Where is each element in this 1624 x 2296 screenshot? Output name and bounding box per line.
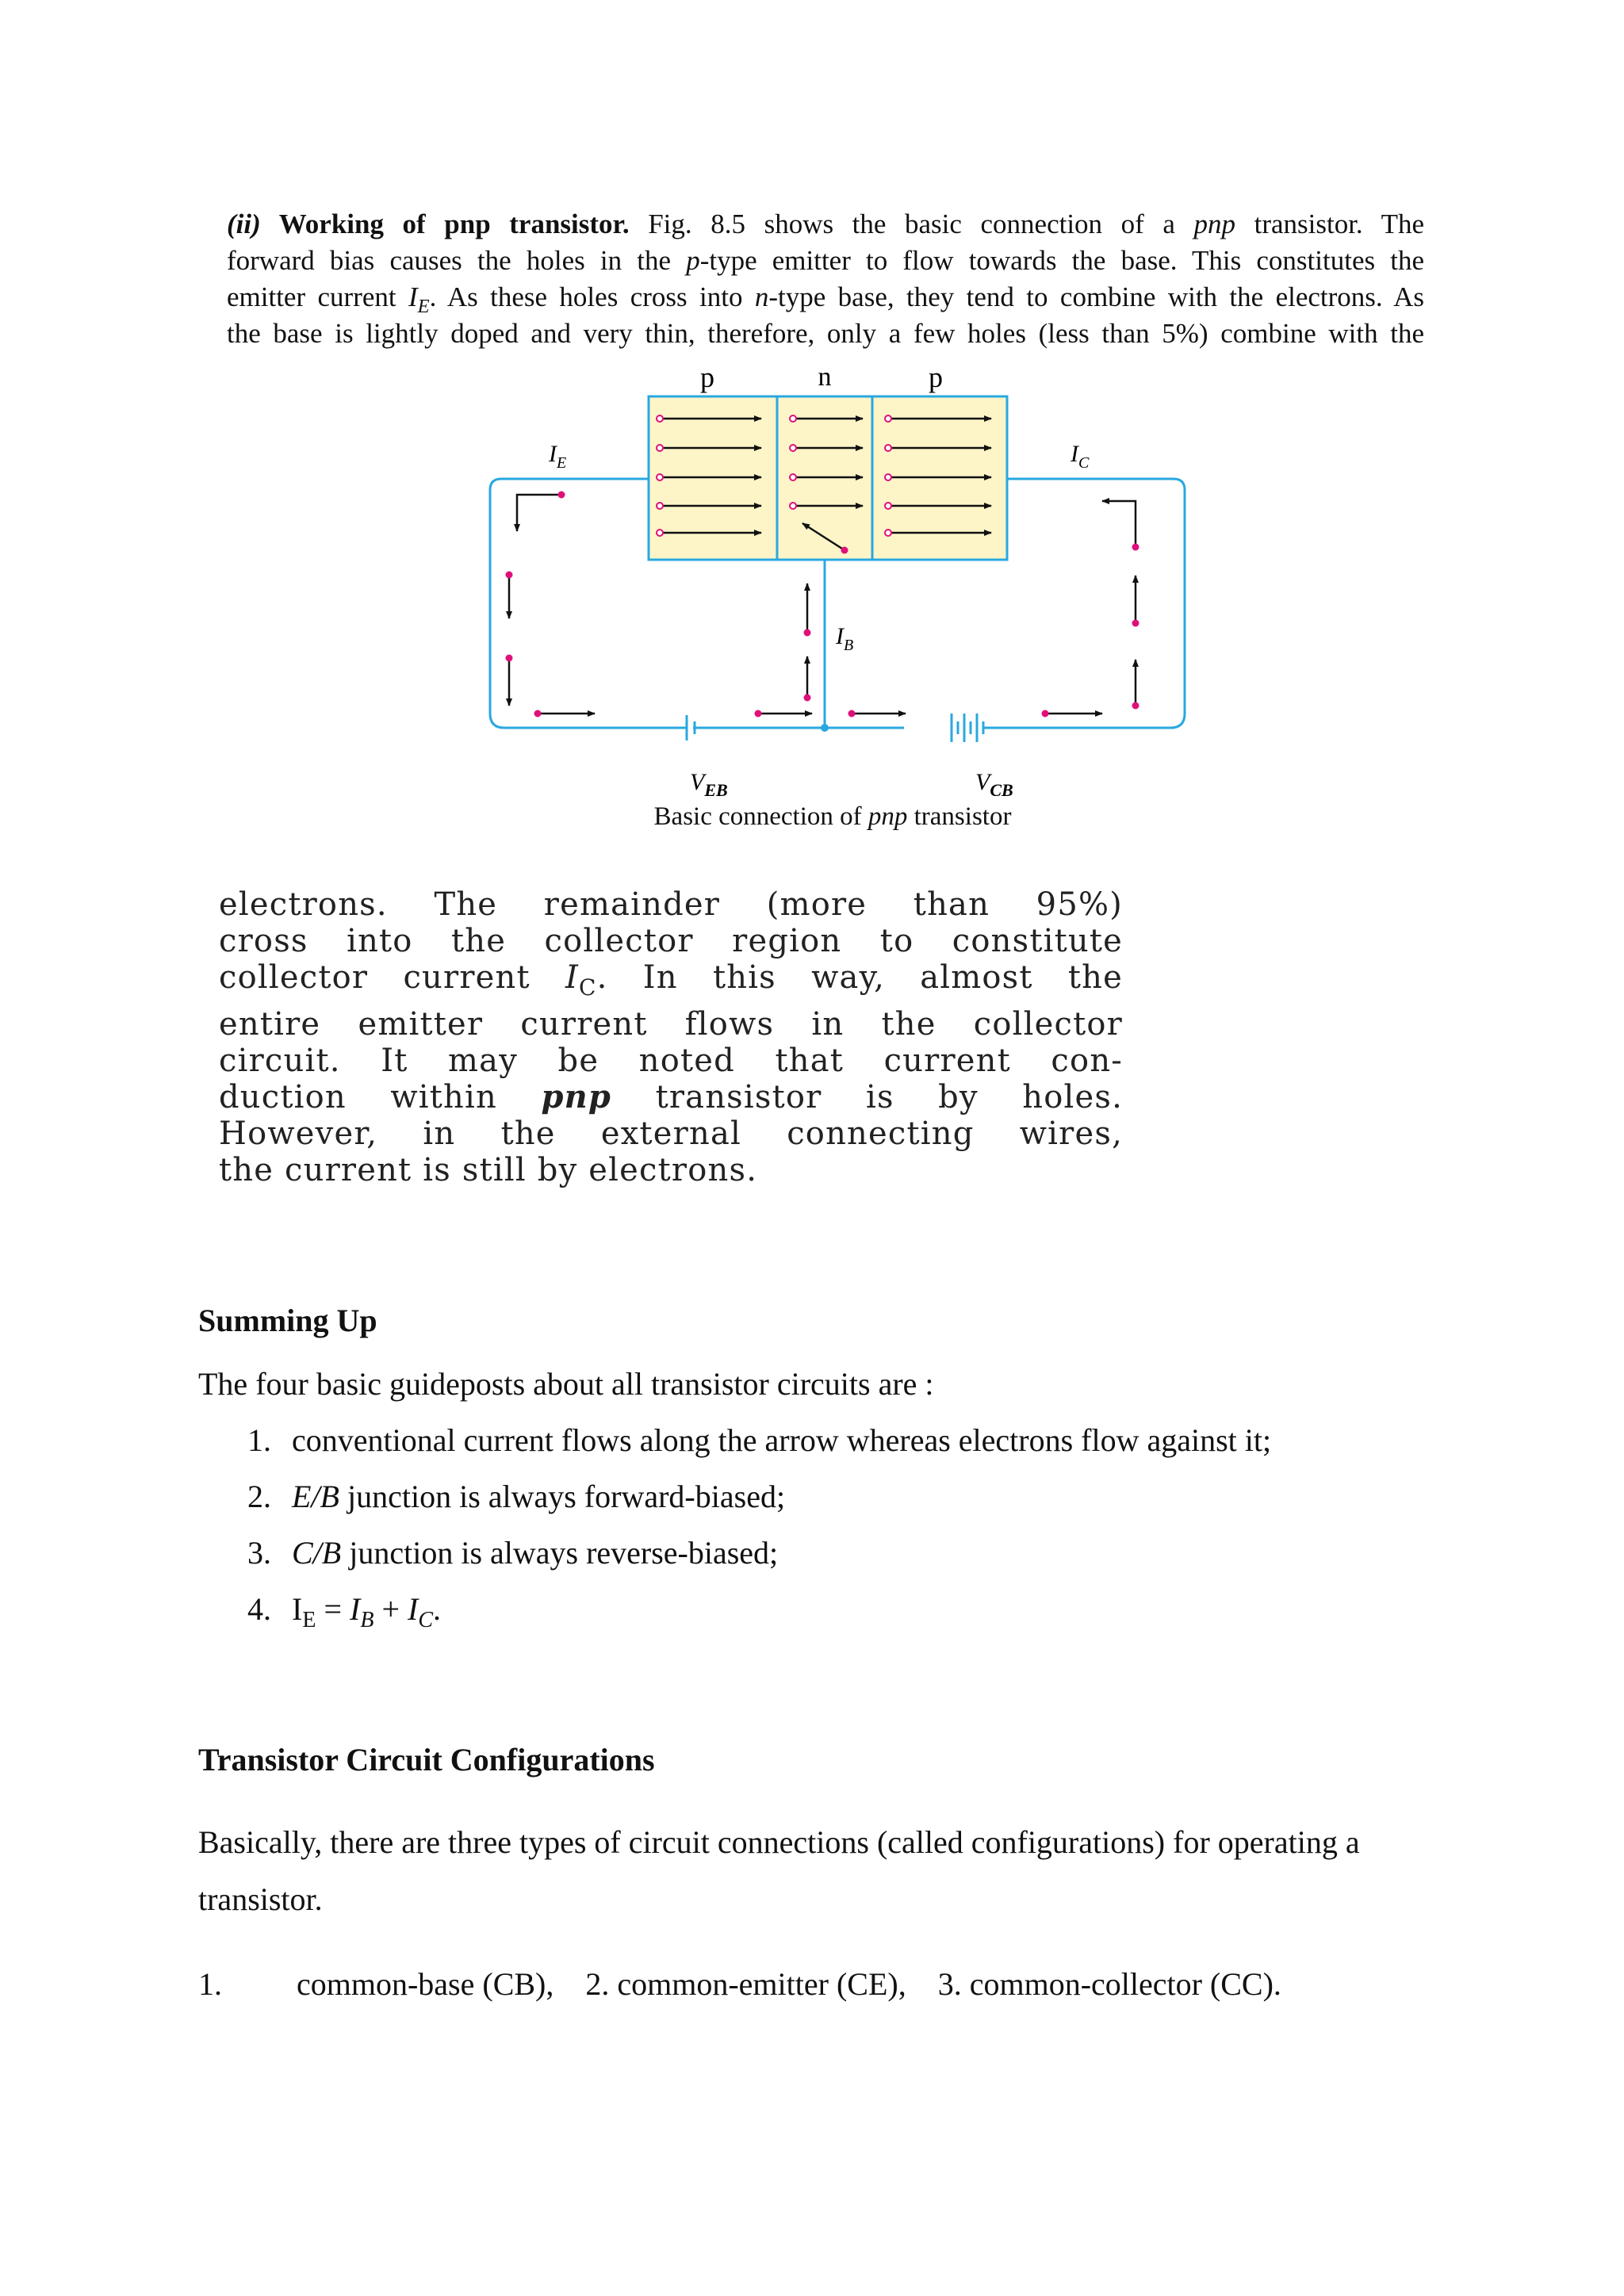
intro-line-3: emitter current $I_E$. As these holes cross into n-type base, they tend to combine with the electrons. As [227, 281, 1425, 317]
vcb-label: $V_{CB}$ [975, 769, 1013, 800]
configurations-list: common-base (CB), 2. common-emitter (CE), 3. common-collector (CC). [297, 1966, 1281, 2002]
guidepost-2: 2. E/B junction is always forward-biased; [247, 1479, 786, 1514]
pnp-transistor-figure [476, 349, 1189, 825]
battery-vcb [952, 714, 983, 742]
region-label-n-base: n [818, 362, 832, 392]
para2-line-8: the current is still by electrons. [219, 1152, 758, 1188]
intro-line-2: forward bias causes the holes in the p-type emitter to flow towards the base. This constitutes the [227, 245, 1425, 276]
figure-caption: Basic connection of pnp transistor [653, 802, 1012, 831]
junction-node [821, 724, 829, 732]
intro-line-4: the base is lightly doped and very thin, therefore, only a few holes (less than 5%) combine with the [227, 318, 1424, 349]
summing-up-intro: The four basic guideposts about all transistor circuits are : [198, 1366, 934, 1402]
guidepost-3: 3. C/B junction is always reverse-biased; [247, 1535, 779, 1571]
intro-paragraph [227, 206, 1424, 352]
summing-up-heading: Summing Up [198, 1303, 377, 1338]
guidepost-1: 1. conventional current flows along the arrow whereas electrons flow against it; [247, 1422, 1272, 1458]
intro-line-1: (ii) Working of pnp transistor. Fig. 8.5 shows the basic connection of a pnp transistor. The [227, 209, 1425, 239]
para2-line-5: circuit. It may be noted that current con- [219, 1043, 1123, 1079]
para2-line-6: duction within pnp transistor is by holes. [219, 1078, 1124, 1115]
configurations-list-number: 1. [198, 1966, 222, 2002]
ic-label: $I_C$ [1071, 441, 1090, 472]
configurations-para-line-2: transistor. [198, 1881, 323, 1917]
ie-label: $I_E$ [549, 441, 567, 472]
veb-label: $V_{EB}$ [690, 769, 728, 800]
region-label-p-collector: p [929, 362, 943, 393]
region-label-p-emitter: p [700, 362, 714, 393]
para2-line-7: However, in the external connecting wires, [219, 1115, 1123, 1152]
configurations-para-line-1: Basically, there are three types of circuit connections (called configurations) for operating a [198, 1824, 1360, 1860]
battery-veb [687, 715, 695, 740]
para2-line-1: electrons. The remainder (more than 95%) [219, 886, 1123, 923]
base-recombination-electron [841, 547, 848, 554]
para2-line-2: cross into the collector region to constitute [219, 923, 1123, 959]
intro-heading: Working of pnp transistor. [278, 209, 630, 239]
guidepost-4: 4. $I_E = I_B + I_C$. [247, 1591, 442, 1632]
configurations-heading: Transistor Circuit Configurations [198, 1742, 655, 1777]
ib-label: $I_B$ [836, 623, 854, 654]
continuation-paragraph [219, 886, 1123, 1188]
para2-line-4: entire emitter current flows in the collector [219, 1006, 1123, 1043]
para2-line-3: collector current $I_C$. In this way, almost the [219, 959, 1123, 1001]
